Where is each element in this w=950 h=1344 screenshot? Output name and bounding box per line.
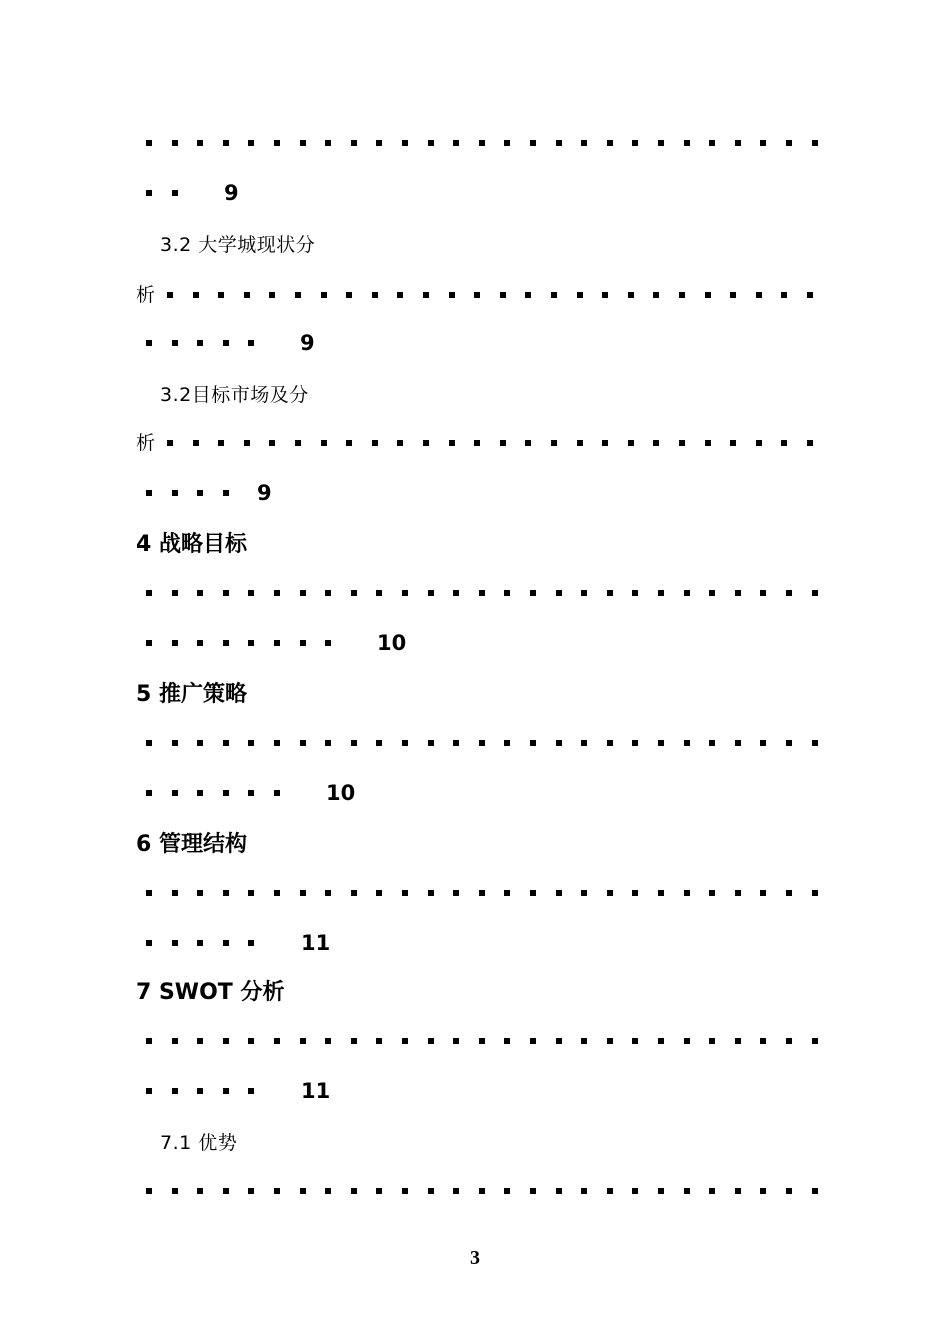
leader-dot [325,890,331,896]
leader-dot [197,590,203,596]
leader-dot [504,1038,510,1044]
leader-dot [628,292,634,298]
leader-dot [300,1188,306,1194]
leader-dot [709,740,715,746]
toc-page-line [0,474,950,514]
leader-dot [402,1038,408,1044]
leader-dot [248,1188,254,1194]
leader-dot [530,590,536,596]
leader-dot [449,292,455,298]
leader-dot [397,292,403,298]
leader-dot [735,590,741,596]
leader-dot [479,740,485,746]
leader-dot [653,440,659,446]
leader-dot [197,1188,203,1194]
leader-dot [449,440,455,446]
toc-entry-heading[interactable] [0,676,950,716]
leader-dot [556,1038,562,1044]
leader-dot [684,1038,690,1044]
leader-dot [172,490,178,496]
leader-dot [351,140,357,146]
toc-entry-label-continuation: 析 [136,284,156,306]
leader-dot [607,1188,613,1194]
leader-dot [632,740,638,746]
leader-dot [197,340,203,346]
toc-page-line [0,924,950,964]
leader-dot [684,890,690,896]
toc-entry-subheading[interactable] [0,226,950,266]
leader-dot [218,292,224,298]
leader-dot [504,740,510,746]
leader-dot [325,1038,331,1044]
leader-dot [300,890,306,896]
leader-dot [658,740,664,746]
leader-dot [658,1188,664,1194]
leader-dot [760,890,766,896]
leader-dot [146,1188,152,1194]
toc-leader-line [0,276,950,316]
toc-leader-line [0,574,950,614]
toc-page-line [0,174,950,214]
leader-dot [658,140,664,146]
leader-dot [402,1188,408,1194]
leader-dot [504,140,510,146]
leader-dot [274,590,280,596]
leader-dot [248,1038,254,1044]
toc-page-line [0,774,950,814]
leader-dot [325,590,331,596]
leader-dot [607,740,613,746]
toc-entry-heading[interactable] [0,974,950,1014]
leader-dot [709,140,715,146]
leader-dot [172,790,178,796]
leader-dot [530,140,536,146]
leader-dot [551,292,557,298]
leader-dot [325,640,331,646]
leader-dot [351,740,357,746]
leader-dot [781,440,787,446]
toc-entry-heading[interactable] [0,526,950,566]
leader-dot [602,440,608,446]
leader-dot [274,890,280,896]
leader-dot [223,890,229,896]
leader-dot [172,740,178,746]
leader-dot [556,1188,562,1194]
leader-dot [244,292,250,298]
leader-dot [402,140,408,146]
leader-dot [376,1038,382,1044]
leader-dot [172,590,178,596]
leader-dot [684,740,690,746]
leader-dot [781,292,787,298]
leader-dot [274,1038,280,1044]
leader-dot [351,1188,357,1194]
leader-dot [679,292,685,298]
leader-dot [325,1188,331,1194]
leader-dot [146,590,152,596]
leader-dot [146,740,152,746]
leader-dot [581,1038,587,1044]
leader-dot [658,1038,664,1044]
leader-dot [735,1038,741,1044]
toc-entry-label[interactable]: 7 SWOT 分析 [136,980,285,1005]
leader-dot [756,440,762,446]
leader-dot [172,1038,178,1044]
leader-dot [248,140,254,146]
leader-dot [223,1188,229,1194]
leader-dot [193,292,199,298]
toc-leader-line [0,1172,950,1212]
leader-dot [274,140,280,146]
leader-dot [812,740,818,746]
leader-dot [730,292,736,298]
leader-dot [428,1188,434,1194]
leader-dot [248,940,254,946]
leader-dot [786,1038,792,1044]
leader-dot [376,140,382,146]
toc-entry-label[interactable]: 5 推广策略 [136,682,247,707]
leader-dot [581,740,587,746]
leader-dot [760,1038,766,1044]
leader-dot [812,890,818,896]
leader-dot [146,490,152,496]
leader-dot [602,292,608,298]
leader-dot [453,890,459,896]
leader-dot [500,292,506,298]
leader-dot [146,1038,152,1044]
leader-dot [197,1038,203,1044]
leader-dot [146,940,152,946]
leader-dot [423,292,429,298]
leader-dot [628,440,634,446]
leader-dot [632,590,638,596]
leader-dot [556,590,562,596]
leader-dot [632,1188,638,1194]
leader-dot [556,890,562,896]
leader-dot [346,440,352,446]
leader-dot [504,590,510,596]
leader-dot [248,590,254,596]
leader-dot [300,640,306,646]
leader-dot [248,640,254,646]
leader-dot [551,440,557,446]
leader-dot [530,890,536,896]
leader-dot [525,292,531,298]
leader-dot [453,590,459,596]
leader-dot [428,740,434,746]
leader-dot [197,740,203,746]
leader-dot [453,1188,459,1194]
leader-dot [197,1088,203,1094]
leader-dot [193,440,199,446]
leader-dot [607,890,613,896]
leader-dot [735,740,741,746]
leader-dot [146,140,152,146]
leader-dot [172,940,178,946]
leader-dot [679,440,685,446]
leader-dot [197,640,203,646]
leader-dot [300,140,306,146]
leader-dot [146,1088,152,1094]
leader-dot [172,340,178,346]
leader-dot [705,292,711,298]
leader-dot [786,1188,792,1194]
leader-dot [428,1038,434,1044]
toc-page-number[interactable]: 11 [301,931,331,955]
leader-dot [786,590,792,596]
leader-dot [428,140,434,146]
leader-dot [321,440,327,446]
leader-dot [786,740,792,746]
leader-dot [321,292,327,298]
toc-page-number[interactable]: 9 [300,331,315,355]
leader-dot [300,1038,306,1044]
leader-dot [197,790,203,796]
leader-dot [453,1038,459,1044]
leader-dot [756,292,762,298]
toc-page-number[interactable]: 11 [301,1079,331,1103]
leader-dot [479,890,485,896]
leader-dot [376,590,382,596]
toc-leader-line [0,1022,950,1062]
leader-dot [346,292,352,298]
toc-entry-subheading[interactable] [0,1124,950,1164]
leader-dot [760,1188,766,1194]
leader-dot [504,1188,510,1194]
leader-dot [556,140,562,146]
leader-dot [577,292,583,298]
leader-dot [709,1188,715,1194]
leader-dot [376,740,382,746]
leader-dot [146,190,152,196]
leader-dot [146,340,152,346]
leader-dot [479,1188,485,1194]
toc-page-number[interactable]: 9 [257,481,272,505]
leader-dot [479,1038,485,1044]
leader-dot [376,890,382,896]
leader-dot [581,590,587,596]
leader-dot [760,590,766,596]
leader-dot [786,890,792,896]
toc-entry-subheading[interactable] [0,376,950,416]
leader-dot [372,440,378,446]
leader-dot [709,1038,715,1044]
leader-dot [223,940,229,946]
leader-dot [581,890,587,896]
leader-dot [397,440,403,446]
leader-dot [325,740,331,746]
leader-dot [167,292,173,298]
leader-dot [402,740,408,746]
leader-dot [607,1038,613,1044]
toc-page-number[interactable]: 10 [326,781,356,805]
leader-dot [172,890,178,896]
toc-page-line [0,324,950,364]
leader-dot [504,890,510,896]
toc-page-number[interactable]: 10 [377,631,407,655]
leader-dot [453,740,459,746]
leader-dot [274,790,280,796]
leader-dot [556,740,562,746]
leader-dot [632,140,638,146]
leader-dot [223,340,229,346]
leader-dot [786,140,792,146]
leader-dot [735,1188,741,1194]
leader-dot [172,140,178,146]
leader-dot [658,590,664,596]
leader-dot [760,740,766,746]
toc-entry-label[interactable]: 6 管理结构 [136,832,247,857]
leader-dot [709,890,715,896]
leader-dot [167,440,173,446]
leader-dot [351,590,357,596]
leader-dot [402,590,408,596]
leader-dot [223,140,229,146]
leader-dot [197,490,203,496]
leader-dot [530,1188,536,1194]
leader-dot [274,640,280,646]
leader-dot [223,790,229,796]
leader-dot [807,292,813,298]
toc-entry-heading[interactable] [0,826,950,866]
leader-dot [274,740,280,746]
toc-entry-label[interactable]: 7.1 优势 [160,1132,238,1154]
leader-dot [632,890,638,896]
leader-dot [530,1038,536,1044]
leader-dot [709,590,715,596]
leader-dot [577,440,583,446]
leader-dot [705,440,711,446]
leader-dot [372,292,378,298]
leader-dot [172,190,178,196]
leader-dot [300,740,306,746]
toc-entry-label[interactable]: 3.2目标市场及分 [160,384,309,406]
leader-dot [248,340,254,346]
leader-dot [735,140,741,146]
leader-dot [223,1038,229,1044]
leader-dot [295,440,301,446]
leader-dot [658,890,664,896]
toc-entry-label[interactable]: 4 战略目标 [136,532,247,557]
leader-dot [812,590,818,596]
leader-dot [812,140,818,146]
leader-dot [295,292,301,298]
toc-leader-line [0,424,950,464]
leader-dot [479,140,485,146]
leader-dot [376,1188,382,1194]
leader-dot [479,590,485,596]
leader-dot [428,890,434,896]
leader-dot [248,740,254,746]
leader-dot [607,140,613,146]
leader-dot [807,440,813,446]
leader-dot [423,440,429,446]
leader-dot [223,490,229,496]
leader-dot [300,590,306,596]
leader-dot [453,140,459,146]
leader-dot [812,1188,818,1194]
leader-dot [730,440,736,446]
leader-dot [223,590,229,596]
toc-leader-line [0,124,950,164]
leader-dot [269,440,275,446]
leader-dot [474,292,480,298]
leader-dot [684,1188,690,1194]
leader-dot [223,640,229,646]
leader-dot [653,292,659,298]
leader-dot [223,1088,229,1094]
leader-dot [325,140,331,146]
leader-dot [197,140,203,146]
leader-dot [402,890,408,896]
leader-dot [684,140,690,146]
toc-entry-label[interactable]: 3.2 大学城现状分 [160,234,316,256]
leader-dot [351,1038,357,1044]
leader-dot [172,1188,178,1194]
leader-dot [735,890,741,896]
leader-dot [530,740,536,746]
leader-dot [607,590,613,596]
page-number-footer: 3 [470,1247,480,1269]
leader-dot [351,890,357,896]
leader-dot [172,1088,178,1094]
leader-dot [248,1088,254,1094]
leader-dot [248,790,254,796]
toc-page-number[interactable]: 9 [224,181,239,205]
leader-dot [525,440,531,446]
leader-dot [248,890,254,896]
leader-dot [500,440,506,446]
toc-leader-line [0,724,950,764]
leader-dot [172,640,178,646]
leader-dot [474,440,480,446]
leader-dot [269,292,275,298]
leader-dot [760,140,766,146]
leader-dot [146,790,152,796]
leader-dot [632,1038,638,1044]
leader-dot [146,640,152,646]
leader-dot [428,590,434,596]
leader-dot [244,440,250,446]
leader-dot [146,890,152,896]
toc-page-line [0,624,950,664]
leader-dot [218,440,224,446]
leader-dot [684,590,690,596]
leader-dot [223,740,229,746]
leader-dot [274,1188,280,1194]
toc-leader-line [0,874,950,914]
toc-entry-label-continuation: 析 [136,432,156,454]
leader-dot [812,1038,818,1044]
toc-page-line [0,1072,950,1112]
leader-dot [581,140,587,146]
leader-dot [581,1188,587,1194]
leader-dot [197,890,203,896]
leader-dot [197,940,203,946]
